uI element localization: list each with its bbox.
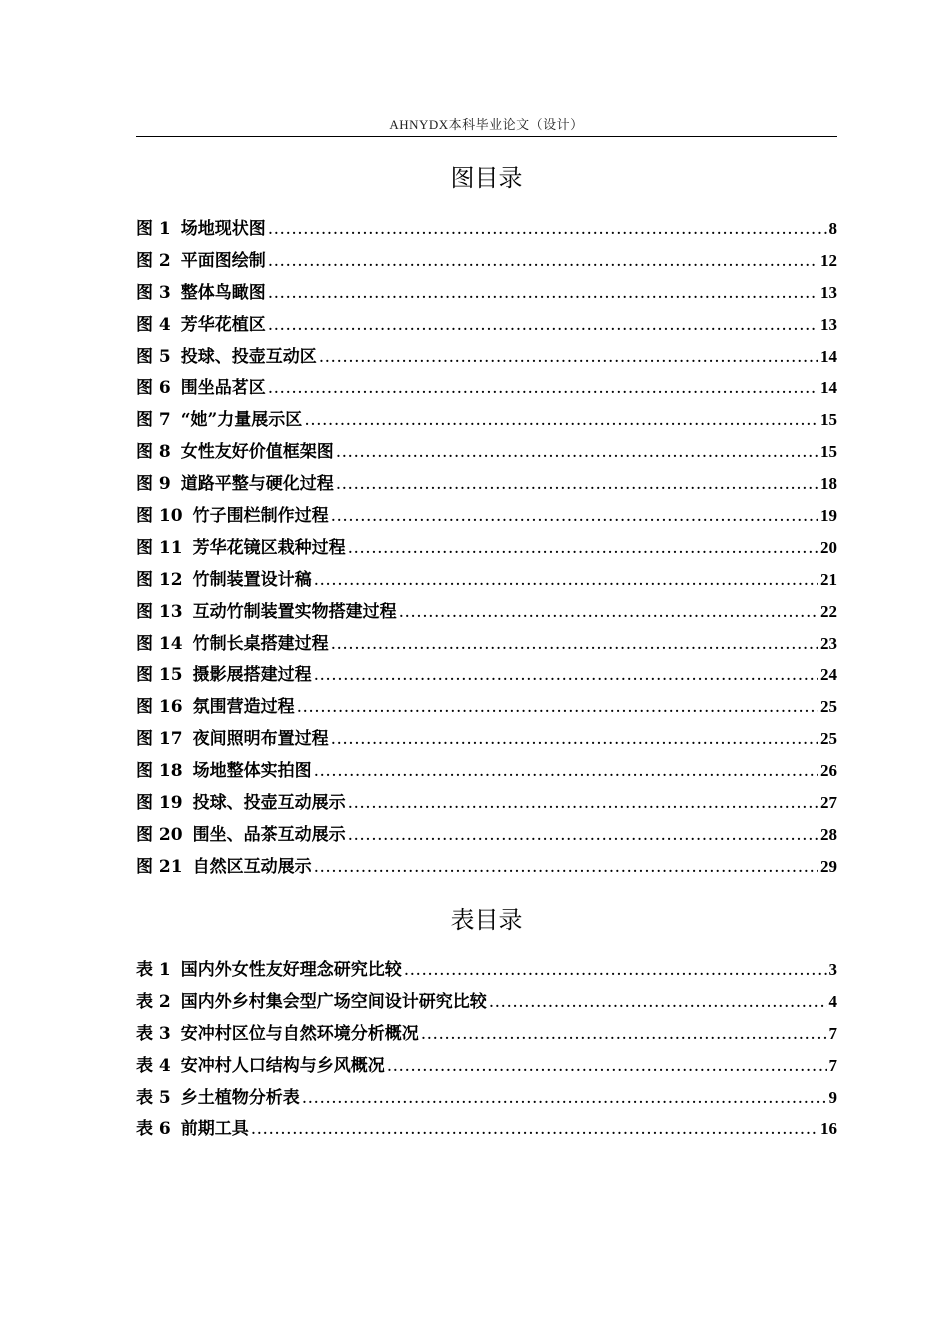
toc-entry-title: 乡土植物分析表 [180, 1087, 300, 1108]
toc-entry-title: 女性友好价值框架图 [180, 442, 334, 463]
toc-entry-label [136, 756, 312, 781]
toc-entry-number: 表 3 [136, 1023, 171, 1044]
toc-dot-leader [331, 634, 818, 654]
toc-entry-number: 图 16 [136, 697, 183, 718]
toc-entry-label [136, 469, 334, 494]
toc-entry-page: 19 [820, 506, 837, 526]
table-list [136, 955, 837, 1146]
toc-entry-page: 14 [820, 346, 837, 366]
toc-dot-leader [387, 1056, 827, 1076]
figure-list-entry[interactable] [136, 214, 837, 246]
figure-list-entry[interactable] [136, 724, 837, 756]
toc-entry-number: 图 6 [136, 378, 171, 399]
toc-entry-title: 竹制装置设计稿 [192, 569, 312, 590]
toc-entry-title: 竹制长桌搭建过程 [192, 633, 329, 654]
toc-dot-leader [421, 1024, 827, 1044]
toc-entry-number: 图 20 [136, 824, 183, 845]
header-rule [136, 136, 837, 137]
toc-entry-page: 14 [820, 378, 837, 398]
toc-entry-title: “她”力量展示区 [180, 410, 303, 431]
toc-entry-number: 图 21 [136, 856, 183, 877]
table-list-entry[interactable] [136, 1051, 837, 1083]
toc-entry-page: 22 [820, 601, 837, 621]
toc-entry-label [136, 373, 266, 398]
figure-list-entry[interactable] [136, 756, 837, 788]
toc-entry-number: 表 4 [136, 1055, 171, 1076]
toc-dot-leader [331, 729, 818, 749]
toc-dot-leader [268, 315, 818, 335]
toc-entry-page: 8 [828, 219, 837, 238]
toc-entry-number: 图 11 [136, 537, 183, 558]
toc-entry-title: 竹子围栏制作过程 [192, 506, 329, 527]
figure-list-entry[interactable] [136, 533, 837, 565]
figure-list-entry[interactable] [136, 692, 837, 724]
toc-entry-page: 13 [820, 282, 837, 302]
toc-entry-title: 国内外女性友好理念研究比较 [180, 960, 402, 980]
toc-entry-number: 图 1 [136, 219, 171, 239]
toc-dot-leader [268, 378, 818, 398]
toc-entry-number: 图 18 [136, 761, 183, 782]
toc-entry-title: 场地整体实拍图 [192, 761, 312, 782]
toc-entry-number: 表 6 [136, 1119, 171, 1140]
toc-entry-number: 表 2 [136, 991, 171, 1012]
toc-entry-page: 24 [820, 665, 837, 685]
toc-entry-page: 4 [828, 991, 837, 1011]
toc-entry-label [136, 437, 334, 462]
toc-entry-page: 16 [820, 1119, 837, 1139]
toc-entry-number: 图 19 [136, 793, 183, 814]
toc-dot-leader [348, 538, 818, 558]
toc-entry-label [136, 1083, 300, 1108]
toc-entry-title: 芳华花镜区栽种过程 [192, 537, 346, 558]
toc-entry-page: 7 [828, 1023, 837, 1043]
toc-entry-page: 21 [820, 569, 837, 589]
figure-list-title: 图目录 [450, 164, 523, 192]
toc-entry-page: 25 [820, 729, 837, 749]
toc-entry-page: 23 [820, 633, 837, 653]
figure-list-entry[interactable] [136, 660, 837, 692]
toc-entry-title: 围坐品茗区 [180, 378, 266, 399]
figure-list-entry[interactable] [136, 278, 837, 310]
toc-entry-page: 12 [820, 250, 837, 270]
toc-entry-label [136, 405, 302, 430]
toc-entry-page: 3 [828, 960, 837, 979]
toc-entry-number: 表 1 [136, 960, 171, 980]
toc-entry-title: 安冲村区位与自然环境分析概况 [180, 1023, 419, 1044]
toc-entry-page: 25 [820, 697, 837, 717]
toc-entry-label [136, 987, 487, 1012]
toc-entry-title: 摄影展搭建过程 [192, 665, 312, 686]
toc-dot-leader [336, 474, 818, 494]
toc-entry-number: 图 17 [136, 729, 183, 750]
toc-dot-leader [331, 506, 818, 526]
toc-entry-page: 27 [820, 793, 837, 813]
toc-entry-number: 图 9 [136, 474, 171, 495]
figure-list [136, 214, 837, 884]
toc-entry-title: 自然区互动展示 [192, 856, 312, 877]
figure-list-entry[interactable] [136, 501, 837, 533]
toc-entry-title: 场地现状图 [180, 219, 266, 239]
figure-list-entry[interactable] [136, 852, 837, 884]
table-list-entry[interactable] [136, 955, 837, 987]
toc-entry-title: 投球、投壶互动区 [180, 346, 317, 367]
toc-entry-title: 芳华花植区 [180, 314, 266, 335]
toc-dot-leader [489, 992, 827, 1012]
figure-list-entry[interactable] [136, 373, 837, 405]
toc-entry-label [136, 1051, 385, 1076]
figure-list-entry[interactable] [136, 629, 837, 661]
toc-entry-title: 整体鸟瞰图 [180, 282, 266, 303]
toc-dot-leader [399, 602, 818, 622]
toc-dot-leader [319, 347, 818, 367]
toc-dot-leader [268, 283, 818, 303]
table-list-entry[interactable] [136, 987, 837, 1019]
figure-list-entry[interactable] [136, 405, 837, 437]
toc-entry-label [136, 660, 312, 685]
figure-list-entry[interactable] [136, 342, 837, 374]
toc-entry-label [136, 310, 266, 335]
toc-entry-number: 图 4 [136, 314, 171, 335]
running-header: AHNYDX本科毕业论文（设计） [389, 117, 584, 132]
toc-entry-title: 投球、投壶互动展示 [192, 793, 346, 814]
toc-entry-number: 图 14 [136, 633, 183, 654]
toc-entry-label [136, 724, 329, 749]
toc-dot-leader [314, 570, 818, 590]
toc-dot-leader [251, 1119, 818, 1139]
toc-entry-page: 15 [820, 410, 837, 430]
table-list-entry[interactable] [136, 1019, 837, 1051]
toc-entry-title: 平面图绘制 [180, 250, 266, 271]
toc-entry-number: 图 13 [136, 601, 183, 622]
toc-entry-page: 15 [820, 442, 837, 462]
figure-list-entry[interactable] [136, 597, 837, 629]
toc-dot-leader [336, 442, 818, 462]
toc-entry-label [136, 246, 266, 271]
toc-entry-label [136, 1114, 249, 1139]
toc-entry-title: 安冲村人口结构与乡风概况 [180, 1055, 385, 1076]
toc-dot-leader [268, 219, 827, 239]
table-list-entry[interactable] [136, 1114, 837, 1146]
toc-entry-label [136, 955, 402, 980]
toc-entry-page: 9 [828, 1087, 837, 1107]
toc-entry-label [136, 565, 312, 590]
figure-list-entry[interactable] [136, 246, 837, 278]
toc-entry-page: 18 [820, 474, 837, 494]
toc-entry-label [136, 597, 397, 622]
toc-entry-label [136, 629, 329, 654]
toc-dot-leader [302, 1088, 827, 1108]
toc-entry-number: 表 5 [136, 1087, 171, 1108]
toc-dot-leader [404, 960, 827, 980]
toc-entry-label [136, 342, 317, 367]
toc-entry-page: 28 [820, 824, 837, 844]
toc-entry-number: 图 7 [136, 410, 171, 431]
table-list-title: 表目录 [450, 906, 523, 934]
toc-dot-leader [268, 251, 818, 271]
toc-entry-number: 图 3 [136, 282, 171, 303]
toc-entry-number: 图 5 [136, 346, 171, 367]
toc-entry-label [136, 1019, 419, 1044]
toc-entry-label [136, 820, 346, 845]
figure-list-entry[interactable] [136, 788, 837, 820]
toc-entry-page: 20 [820, 537, 837, 557]
toc-dot-leader [304, 410, 818, 430]
toc-entry-title: 夜间照明布置过程 [192, 729, 329, 750]
table-list-entry[interactable] [136, 1083, 837, 1115]
toc-entry-number: 图 8 [136, 442, 171, 463]
toc-entry-number: 图 2 [136, 250, 171, 271]
toc-entry-label [136, 501, 329, 526]
toc-entry-page: 7 [828, 1055, 837, 1075]
toc-entry-number: 图 12 [136, 569, 183, 590]
toc-entry-label [136, 852, 312, 877]
figure-list-entry[interactable] [136, 469, 837, 501]
toc-entry-page: 26 [820, 761, 837, 781]
toc-entry-title: 围坐、品茶互动展示 [192, 824, 346, 845]
toc-entry-page: 29 [820, 856, 837, 876]
toc-entry-title: 氛围营造过程 [192, 697, 295, 718]
toc-entry-title: 道路平整与硬化过程 [180, 474, 334, 495]
toc-entry-page: 13 [820, 314, 837, 334]
figure-list-entry[interactable] [136, 310, 837, 342]
toc-entry-title: 互动竹制装置实物搭建过程 [192, 601, 397, 622]
figure-list-entry[interactable] [136, 565, 837, 597]
toc-entry-number: 图 15 [136, 665, 183, 686]
toc-dot-leader [314, 761, 818, 781]
figure-list-entry[interactable] [136, 820, 837, 852]
toc-dot-leader [348, 825, 818, 845]
toc-entry-number: 图 10 [136, 506, 183, 527]
toc-entry-label [136, 692, 295, 717]
toc-dot-leader [314, 857, 818, 877]
toc-entry-title: 前期工具 [180, 1119, 249, 1140]
toc-entry-label [136, 278, 266, 303]
toc-dot-leader [348, 793, 818, 813]
toc-dot-leader [314, 665, 818, 685]
toc-entry-title: 国内外乡村集会型广场空间设计研究比较 [180, 991, 487, 1012]
toc-entry-label [136, 788, 346, 813]
toc-entry-label [136, 214, 266, 239]
toc-entry-label [136, 533, 346, 558]
figure-list-entry[interactable] [136, 437, 837, 469]
toc-dot-leader [297, 697, 818, 717]
